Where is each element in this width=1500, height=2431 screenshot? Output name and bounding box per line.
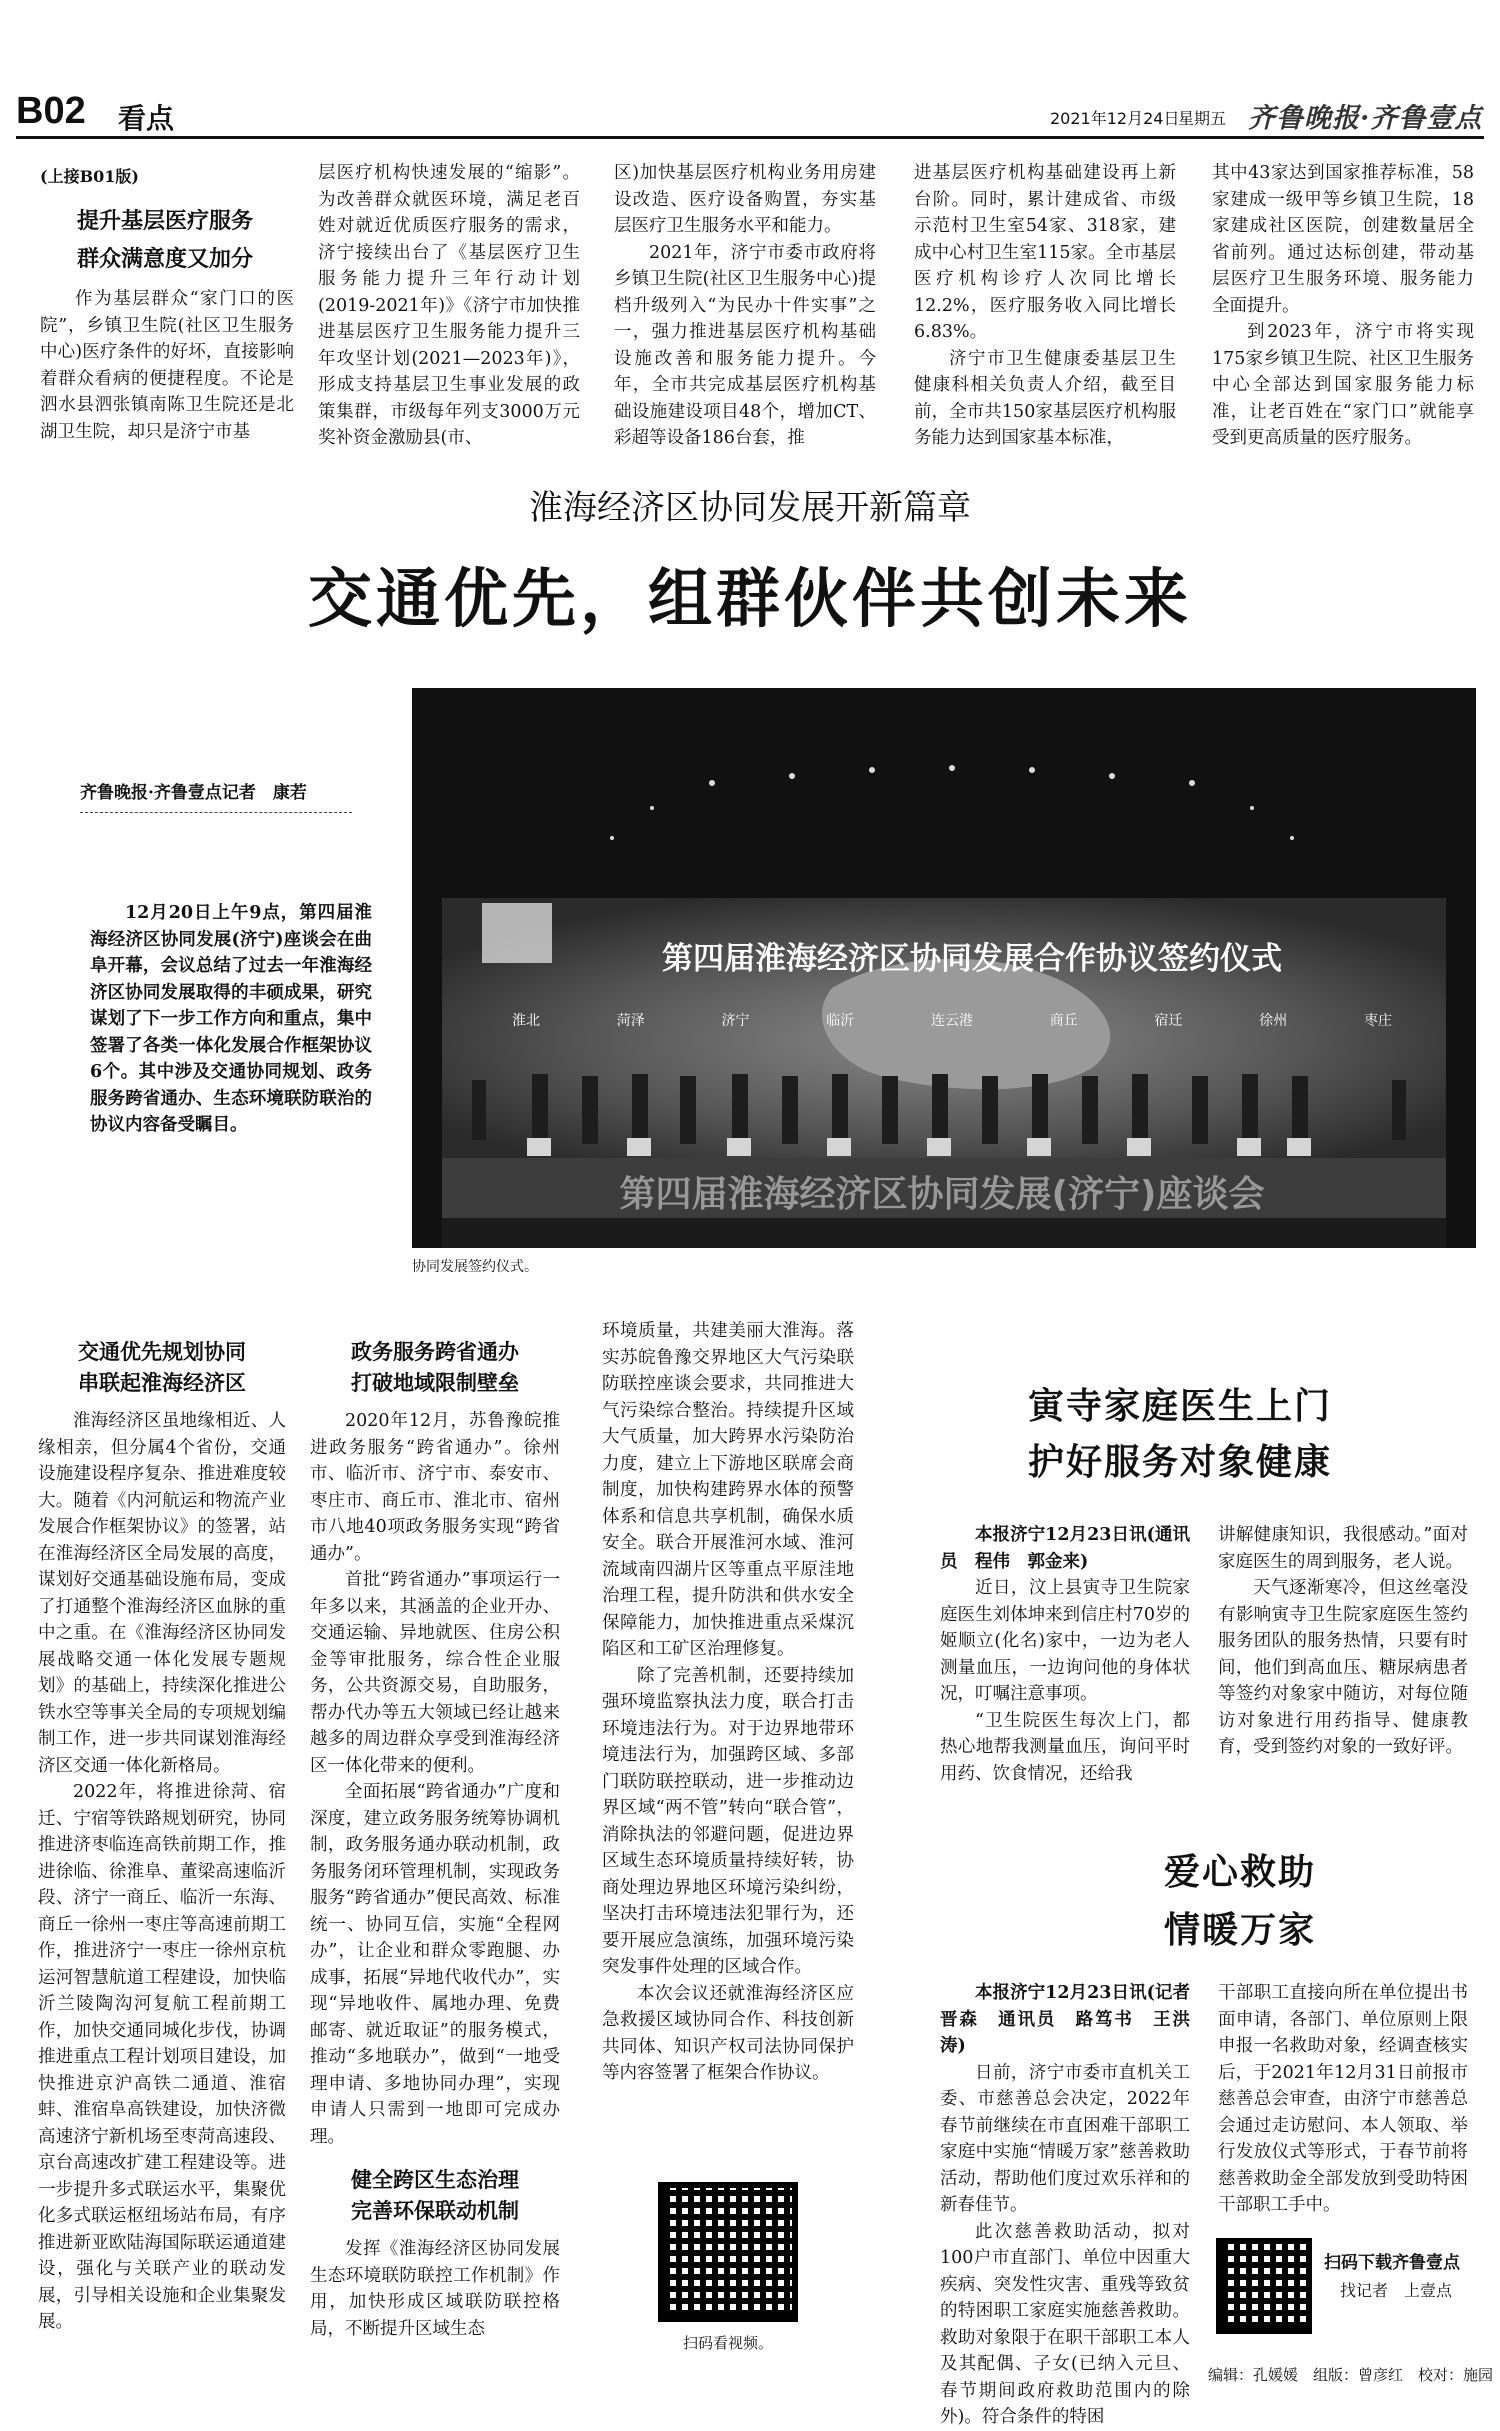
sec2-title: [310, 1336, 560, 1398]
feature-col-a: [38, 1336, 286, 2386]
feature-byline: 齐鲁晚报·齐鲁壹点记者 康若: [80, 783, 307, 803]
header-rule: [16, 136, 1484, 139]
city-label: 枣庄: [1364, 1013, 1392, 1029]
top-col3: [614, 160, 876, 450]
feature-col-c: [602, 1318, 854, 2083]
feature-kicker: 淮海经济区协同发展开新篇章: [529, 488, 971, 528]
paragraph: 其中43家达到国家推荐标准，58家建成一级甲等乡镇卫生院，18家建成社区医院，创建数量居全省前列。通过达标创建，带动基层医疗卫生服务环境、服务能力全面提升。: [1212, 163, 1474, 316]
article-b-title-line2: 护好服务对象健康: [1027, 1441, 1332, 1483]
sec2-title-line2: 打破地域限制壁垒: [351, 1370, 519, 1395]
article-c-title-line1: 爱心救助: [1163, 1851, 1316, 1893]
article-c-title-line2: 情暖万家: [1163, 1909, 1316, 1951]
paragraph: 淮海经济区虽地缘相近、人缘相亲，但分属4个省份，交通设施建设程序复杂、推进难度较大。随着《内河航运和物流产业发展合作框架协议》的签署，站在淮海经济区全局发展的高度，谋划好交通基础设施布局，变成了打通整个淮海经济区血脉的重中之重。在《淮海经济区协同发展战略交通一体化发展专题规划》的基础上，持续深化推进公铁水空等事关全局的专项规划编制工作，进一步共同谋划淮海经济区交通一体化新格局。: [38, 1411, 286, 1776]
page-code: B02: [16, 90, 86, 132]
city-label: 连云港: [931, 1013, 973, 1029]
paragraph: 进基层医疗机构基础建设再上新台阶。同时，累计建成省、市级示范村卫生室54家、318家，建成中心村卫生室115家。全市基层医疗机构诊疗人次同比增长12.2%，医疗服务收入同比增长6.83%。: [914, 163, 1176, 342]
paragraph: 2022年，将推进徐菏、宿迁、宁宿等铁路规划研究，协同推进济枣临连高铁前期工作，推进徐临、徐淮阜、董梁高速临沂段、济宁一商丘、临沂一东海、商丘一徐州一枣庄等高速前期工作，推进济宁一枣庄一徐州京杭运河智慧航道工程建设，加快临沂兰陵陶沟河复航工程前期工作，加快交通同城化步伐，协调推进重点工程计划项目建设，加快推进京沪高铁二通道、淮宿蚌、淮宿阜高铁建设，加快济微高速济宁新机场至枣菏高速段、京台高速改扩建工程建设等。进一步提升多式联运水平，集聚优化多式联运枢纽场站布局，有序推进新亚欧陆海国际联运通道建设，强化与关联产业的联动发展，引导相关设施和企业集聚发展。: [38, 1782, 286, 2332]
paragraph: 环境质量，共建美丽大淮海。落实苏皖鲁豫交界地区大气污染联防联控座谈会要求，共同推进大气污染综合整治。持续提升区域大气质量，加大跨界水污染防治力度，建立上下游地区联席会商制度，加快构建跨界水体的预警体系和信息共享机制，确保水质安全。联合开展淮河水域、淮河流域南四湖片区等重点平原洼地治理工程，提升防洪和供水安全保障能力，加快推进重点采煤沉陷区和工矿区治理修复。: [602, 1321, 854, 1659]
app-qr-title: 扫码下载齐鲁壹点: [1324, 2253, 1460, 2273]
paragraph: 首批“跨省通办”事项运行一年多以来，其涵盖的企业开办、交通运输、异地就医、住房公积金等审批服务，综合性企业服务，公共资源交易，自助服务，帮办代办等五大领域已经让越来越多的周边群众享受到淮海经济区一体化带来的便利。: [310, 1570, 560, 1776]
video-qr-code[interactable]: [658, 2182, 798, 2322]
sec2-title-line1: 政务服务跨省通办: [351, 1339, 519, 1364]
paragraph: 全面拓展“跨省通办”广度和深度，建立政务服务统筹协调机制，政务服务通办联动机制，政务服务闭环管理机制，实现政务服务“跨省通办”便民高效、标准统一、协同互信，实施“全程网办”，让企业和群众零跑腿、办成事，拓展“异地代收代办”，实现“异地收件、属地办理、免费邮寄、就近取证”的服务模式，推动“多地联办”，做到“一地受理申请、多地协同办理”，实现申请人只需到一地即可完成办理。: [310, 1782, 560, 2147]
paragraph: 2021年，济宁市委市政府将乡镇卫生院(社区卫生服务中心)提档升级列入“为民办十件实事”之一，强力推进基层医疗机构基础设施改善和服务能力提升。今年，全市共完成基层医疗机构基础设施建设项目48个，增加CT、彩超等设备186台套，推: [614, 242, 876, 448]
article-b-col2: [1218, 1522, 1468, 1792]
sec1-title-line2: 串联起淮海经济区: [78, 1370, 246, 1395]
city-label: 宿迁: [1154, 1013, 1183, 1029]
app-qr-subtitle: 找记者 上壹点: [1340, 2281, 1453, 2300]
city-label: 济宁: [721, 1013, 750, 1029]
city-label: 商丘: [1049, 1013, 1078, 1029]
page-header: [0, 0, 1500, 140]
paragraph: 讲解健康知识，我很感动。”面对家庭医生的周到服务，老人说。: [1218, 1525, 1468, 1572]
sec1-title: [38, 1336, 286, 1398]
article-b-byline: 本报济宁12月23日讯(通讯员 程伟 郭金来): [940, 1525, 1190, 1572]
paragraph: 发挥《淮海经济区协同发展生态环境联防联控工作机制》作用，加快形成区域联防联控格局，不断提升区域生态: [310, 2239, 560, 2339]
sec3-title-line1: 健全跨区生态治理: [351, 2167, 519, 2192]
paragraph: 2020年12月，苏鲁豫皖推进政务服务“跨省通办”。徐州市、临沂市、济宁市、泰安市、枣庄市、商丘市、淮北市、宿州市八地40项政务服务实现“跨省通办”。: [310, 1411, 560, 1564]
paragraph: 近日，汶上县寅寺卫生院家庭医生刘体坤来到信庄村70岁的姬顺立(化名)家中，一边为老人测量血压，一边询问他的身体状况，叮嘱注意事项。: [940, 1578, 1190, 1704]
paragraph: “卫生院医生每次上门，都热心地帮我测量血压，询问平时用药、饮食情况，还给我: [940, 1710, 1190, 1784]
feature-lead: [90, 900, 372, 1190]
article-b-title-line1: 寅寺家庭医生上门: [1027, 1385, 1332, 1427]
paragraph: 除了完善机制，还要持续加强环境监察执法力度，联合打击环境违法行为。对于边界地带环境违法行为，加强跨区域、多部门联防联控联动，进一步推动边界区域“两不管”转向“联合管”，消除执法的邻避问题，促进边界区域生态环境质量持续好转，协商处理边界地区环境污染纠纷，坚决打击环境违法犯罪行为，还要开展应急演练，加强环境污染突发事件处理的区域合作。: [602, 1665, 854, 1977]
photo-screen-title: 第四届淮海经济区协同发展合作协议签约仪式: [662, 941, 1282, 977]
paragraph: 作为基层群众“家门口的医院”，乡镇卫生院(社区卫生服务中心)医疗条件的好坏，直接影响着群众看病的便捷程度。不论是泗水县泗张镇南陈卫生院还是北湖卫生院，却只是济宁市基: [40, 289, 294, 442]
top-col2: [318, 160, 580, 450]
feature-headline: 交通优先，组群伙伴共创未来: [308, 562, 1192, 637]
top-col4: [914, 160, 1176, 450]
photo-banner: 第四届淮海经济区协同发展(济宁)座谈会: [619, 1174, 1265, 1215]
brand-logo: 齐鲁晚报·齐鲁壹点: [1248, 103, 1483, 134]
paragraph: 此次慈善救助活动，拟对100户市直部门、单位中因重大疾病、突发性灾害、重残等致贫的特困职工家庭实施慈善救助。救助对象限于在职干部职工本人及其配偶、子女(已纳入元旦、春节期间政府救助范围内的除外)。符合条件的特困: [940, 2221, 1190, 2427]
issue-weekday: 星期五: [1178, 109, 1227, 128]
sec3-title-line2: 完善环保联动机制: [351, 2198, 519, 2223]
feature-col-b: [310, 1336, 560, 2396]
page-credits: 编辑：孔媛媛 组版：曾彦红 校对：施园: [1208, 2366, 1494, 2384]
city-label: 淮北: [512, 1013, 540, 1029]
paragraph: 层医疗机构快速发展的“缩影”。为改善群众就医环境，满足老百姓对就近优质医疗服务的需求，济宁接续出台了《基层医疗卫生服务能力提升三年行动计划(2019-2021年)》《济宁市加快推进基层医疗卫生服务能力提升三年攻坚计划(2021—2023年)》，形成支持基层卫生事业发展的政策集群，市级每年列支3000万元奖补资金激励县(市、: [318, 163, 580, 448]
sec3-title: [310, 2164, 560, 2226]
article-b-col1: [940, 1522, 1190, 1792]
city-label: 徐州: [1259, 1013, 1288, 1029]
byline-rule: [80, 812, 352, 813]
sec1-title-line1: 交通优先规划协同: [78, 1339, 246, 1364]
paragraph: 12月20日上午9点，第四届淮海经济区协同发展(济宁)座谈会在曲阜开幕，会议总结了过去一年淮海经济区协同发展取得的丰硕成果，研究谋划了下一步工作方向和重点，集中签署了各类一体化发展合作框架协议6个。其中涉及交通协同规划、政务服务跨省通办、生态环境联防联治的协议内容备受瞩目。: [90, 903, 372, 1135]
paragraph: 区)加快基层医疗机构业务用房建设改造、医疗设备购置，夯实基层医疗卫生服务水平和能力。: [614, 163, 876, 236]
article-c-col2: [1218, 1980, 1468, 2220]
photo-city-row: [512, 1010, 1392, 1030]
city-label: 临沂: [826, 1013, 855, 1029]
app-qr-code[interactable]: [1216, 2238, 1312, 2334]
top-title-line1: 提升基层医疗服务: [76, 208, 253, 234]
article-c-byline: 本报济宁12月23日讯(记者 晋森 通讯员 路笃书 王洪涛): [940, 1983, 1208, 2056]
city-label: 菏泽: [616, 1013, 645, 1029]
top-continued: (上接B01版): [40, 167, 139, 186]
paragraph: 干部职工直接向所在单位提出书面申请，各部门、单位原则上限申报一名救助对象，经调查核实后，于2021年12月31日前报市慈善总会审查，由济宁市慈善总会通过走访慰问、本人领取、举行发放仪式等形式，于春节前将慈善救助金全部发放到受助特困干部职工手中。: [1218, 1983, 1468, 2215]
photo-caption: 协同发展签约仪式。: [412, 1259, 538, 1275]
section-name: 看点: [118, 102, 175, 135]
top-col5: [1212, 160, 1474, 450]
paragraph: 到2023年，济宁市将实现175家乡镇卫生院、社区卫生服务中心全部达到国家服务能力标准，让老百姓在“家门口”就能享受到更高质量的医疗服务。: [1212, 322, 1474, 448]
top-col1: [40, 286, 294, 446]
paragraph: 日前，济宁市委市直机关工委、市慈善总会决定，2022年春节前继续在市直困难干部职工家庭中实施“情暖万家”慈善救助活动，帮助他们度过欢乐祥和的新春佳节。: [940, 2062, 1190, 2215]
paragraph: 天气逐渐寒冷，但这丝毫没有影响寅寺卫生院家庭医生签约服务团队的服务热情，只要有时间，他们到高血压、糖尿病患者等签约对象家中随访，对每位随访对象进行用药指导、健康教育，受到签约对象的一致好评。: [1218, 1578, 1468, 1757]
paragraph: 济宁市卫生健康委基层卫生健康科相关负责人介绍，截至目前，全市共150家基层医疗机构服务能力达到国家基本标准，: [914, 348, 1176, 448]
top-title-line2: 群众满意度又加分: [76, 246, 253, 272]
news-photo: [412, 688, 1476, 1248]
video-qr-caption: 扫码看视频。: [682, 2334, 773, 2352]
paragraph: 本次会议还就淮海经济区应急救援区域协同合作、科技创新共同体、知识产权司法协同保护等内容签署了框架合作协议。: [602, 1983, 854, 2083]
article-c-col1: [940, 1980, 1208, 2427]
issue-date: 2021年12月24日: [1050, 109, 1180, 128]
